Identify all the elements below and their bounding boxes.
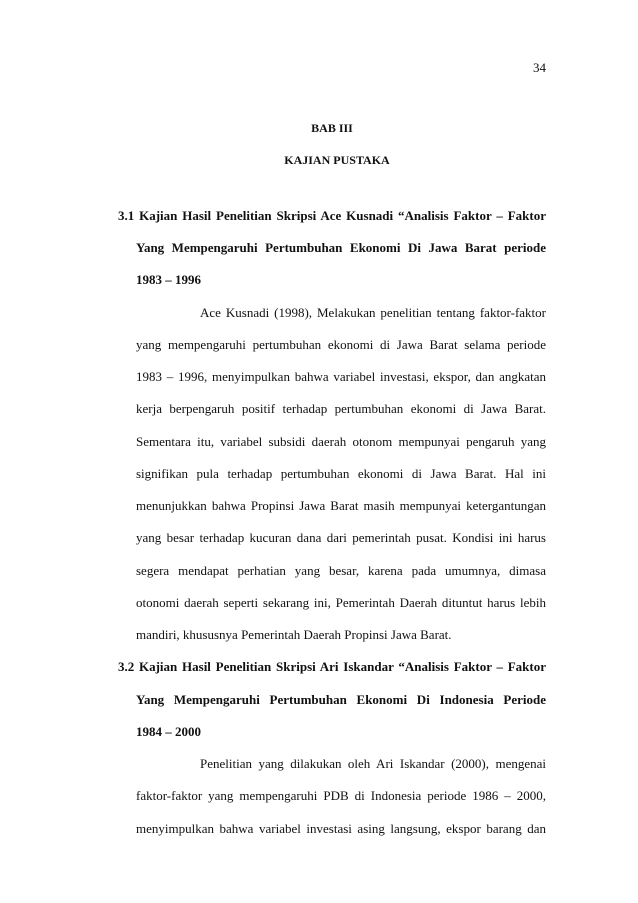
paragraph-line: otonomi daerah seperti sekarang ini, Pemerintah Daerah dituntut harus lebih xyxy=(136,595,546,610)
paragraph-line: yang mempengaruhi pertumbuhan ekonomi di Jawa Barat selama periode xyxy=(136,337,546,352)
paragraph-line: segera mendapat perhatian yang besar, karena pada umumnya, dimasa xyxy=(136,563,546,578)
section-heading-line: 1984 – 2000 xyxy=(136,724,201,739)
paragraph-line: signifikan pula terhadap pertumbuhan ekonomi di Jawa Barat. Hal ini xyxy=(136,466,546,481)
paragraph-line: mandiri, khususnya Pemerintah Daerah Propinsi Jawa Barat. xyxy=(136,627,452,642)
section-heading-line: 1983 – 1996 xyxy=(136,272,201,287)
paragraph-line: 1983 – 1996, menyimpulkan bahwa variabel investasi, ekspor, dan angkatan xyxy=(136,369,546,384)
paragraph-line: menunjukkan bahwa Propinsi Jawa Barat masih mempunyai ketergantungan xyxy=(136,498,546,513)
paragraph-line: Sementara itu, variabel subsidi daerah otonom mempunyai pengaruh yang xyxy=(136,434,546,449)
chapter-title: KAJIAN PUSTAKA xyxy=(284,153,390,167)
page-number: 34 xyxy=(533,60,546,75)
paragraph-line: menyimpulkan bahwa variabel investasi asing langsung, ekspor barang dan xyxy=(136,821,546,836)
section-heading-line: 3.2 Kajian Hasil Penelitian Skripsi Ari Iskandar “Analisis Faktor – Faktor xyxy=(118,659,546,674)
section-heading-line: 3.1 Kajian Hasil Penelitian Skripsi Ace Kusnadi “Analisis Faktor – Faktor xyxy=(118,208,546,223)
paragraph-line: yang besar terhadap kucuran dana dari pemerintah pusat. Kondisi ini harus xyxy=(136,530,546,545)
chapter-number: BAB III xyxy=(311,121,353,135)
paragraph-line: Ace Kusnadi (1998), Melakukan penelitian tentang faktor-faktor xyxy=(200,305,546,320)
paragraph-line: kerja berpengaruh positif terhadap pertumbuhan ekonomi di Jawa Barat. xyxy=(136,401,546,416)
section-heading-line: Yang Mempengaruhi Pertumbuhan Ekonomi Di Jawa Barat periode xyxy=(136,240,546,255)
paragraph-line: faktor-faktor yang mempengaruhi PDB di Indonesia periode 1986 – 2000, xyxy=(136,788,546,803)
section-heading-line: Yang Mempengaruhi Pertumbuhan Ekonomi Di Indonesia Periode xyxy=(136,692,546,707)
paragraph-line: Penelitian yang dilakukan oleh Ari Iskandar (2000), mengenai xyxy=(200,756,546,771)
